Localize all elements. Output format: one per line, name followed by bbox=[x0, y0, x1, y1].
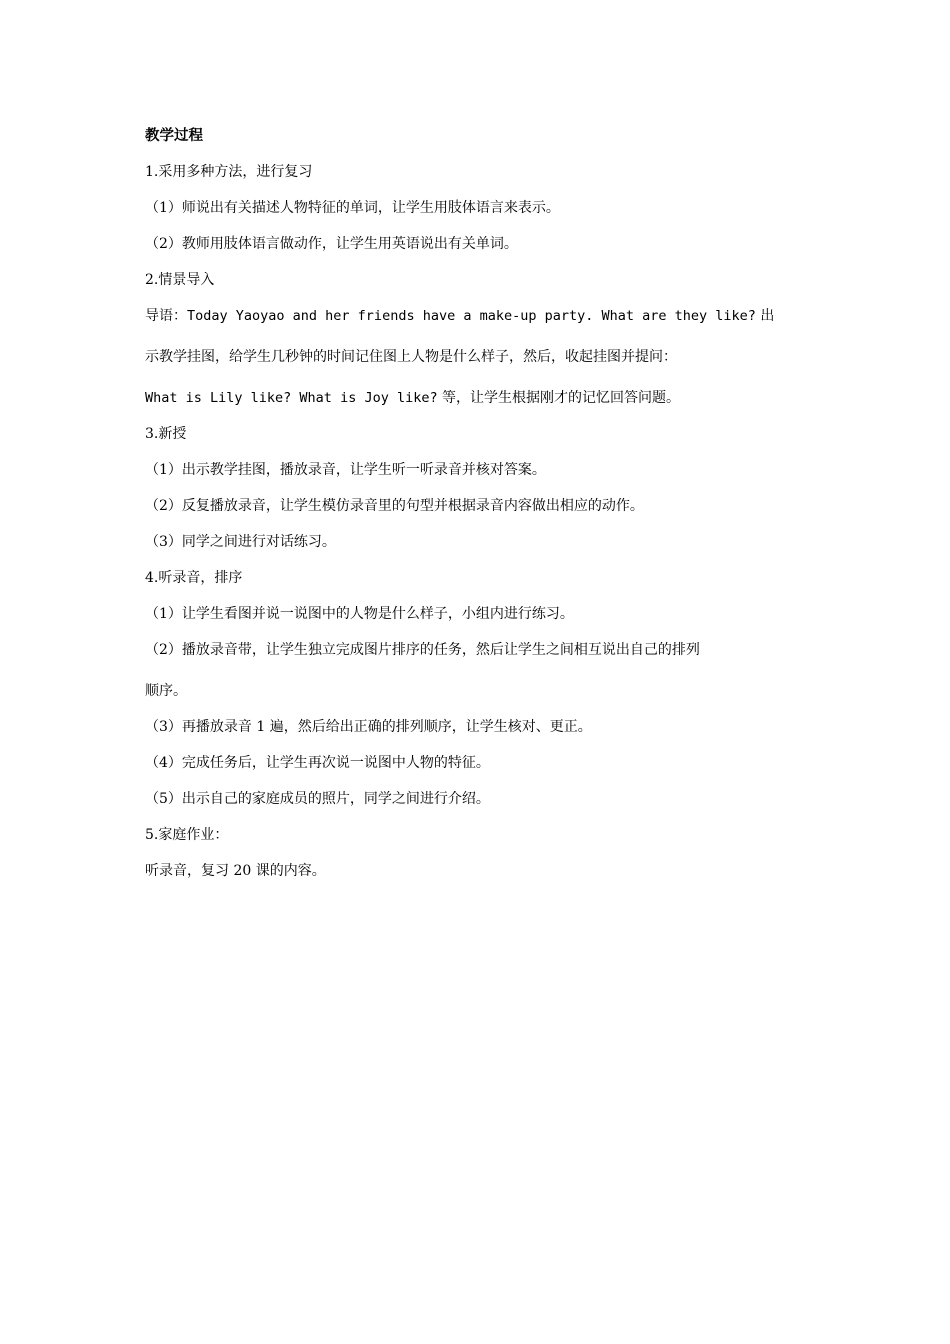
question-english-text: What is Lily like? What is Joy like? bbox=[145, 390, 438, 406]
section-1-item-2: （2）教师用肢体语言做动作，让学生用英语说出有关单词。 bbox=[145, 236, 518, 252]
intro-english-text: Today Yaoyao and her friends have a make-up party. What are they like? bbox=[187, 308, 756, 324]
section-5-heading: 5.家庭作业： bbox=[145, 827, 229, 843]
section-4-heading: 4.听录音，排序 bbox=[145, 570, 243, 586]
section-2-heading: 2.情景导入 bbox=[145, 272, 215, 288]
section-4-item-3: （3）再播放录音 1 遍，然后给出正确的排列顺序，让学生核对、更正。 bbox=[145, 719, 592, 735]
section-2-paragraph-line-2: 示教学挂图，给学生几秒钟的时间记住图上人物是什么样子，然后，收起挂图并提问： bbox=[145, 349, 677, 365]
section-3-heading: 3.新授 bbox=[145, 426, 187, 442]
section-2-paragraph-line-1 bbox=[145, 306, 815, 326]
intro-suffix: 出 bbox=[755, 308, 775, 324]
section-4-item-2-line-2: 顺序。 bbox=[145, 683, 187, 699]
document-body bbox=[145, 126, 815, 881]
section-4-item-1: （1）让学生看图并说一说图中的人物是什么样子，小组内进行练习。 bbox=[145, 606, 574, 622]
section-5-text: 听录音，复习 20 课的内容。 bbox=[145, 863, 326, 879]
section-3-item-3: （3）同学之间进行对话练习。 bbox=[145, 534, 336, 550]
section-3-item-2: （2）反复播放录音，让学生模仿录音里的句型并根据录音内容做出相应的动作。 bbox=[145, 498, 644, 514]
section-4-item-4: （4）完成任务后，让学生再次说一说图中人物的特征。 bbox=[145, 755, 490, 771]
section-4-item-2-line-1: （2）播放录音带，让学生独立完成图片排序的任务，然后让学生之间相互说出自己的排列 bbox=[145, 642, 700, 658]
section-1-item-1: （1）师说出有关描述人物特征的单词，让学生用肢体语言来表示。 bbox=[145, 200, 560, 216]
question-suffix: 等，让学生根据刚才的记忆回答问题。 bbox=[437, 390, 681, 406]
section-1-heading: 1.采用多种方法，进行复习 bbox=[145, 164, 313, 180]
section-2-paragraph-line-3 bbox=[145, 388, 815, 408]
document-title: 教学过程 bbox=[145, 128, 203, 144]
intro-prefix: 导语： bbox=[145, 308, 187, 324]
section-3-item-1: （1）出示教学挂图，播放录音，让学生听一听录音并核对答案。 bbox=[145, 462, 546, 478]
section-4-item-5: （5）出示自己的家庭成员的照片，同学之间进行介绍。 bbox=[145, 791, 490, 807]
